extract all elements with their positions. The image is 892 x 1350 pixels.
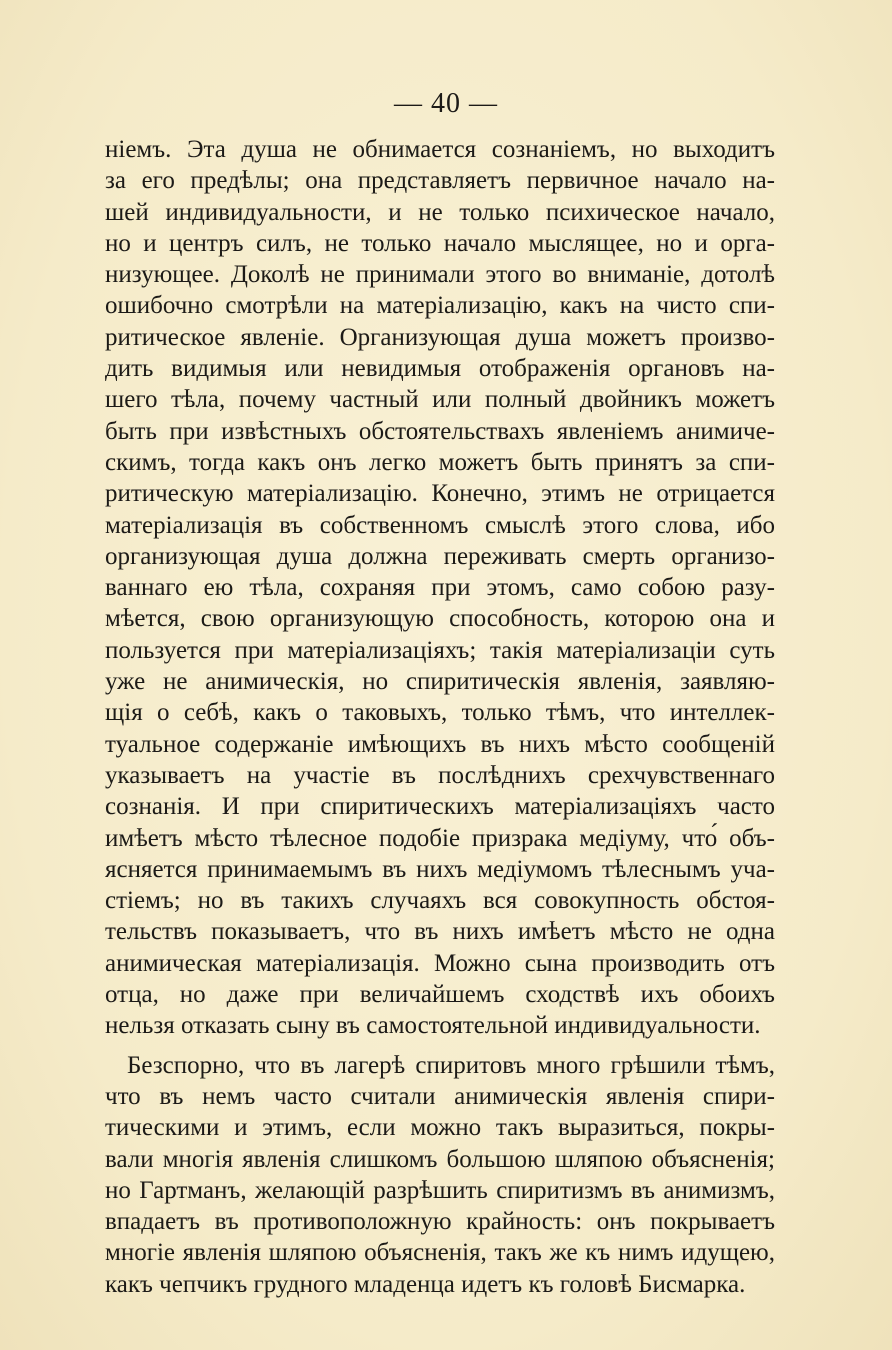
text-line: анимическая матеріализація. Можно сына производить отъ	[105, 949, 775, 977]
text-line: ритическую матеріализацію. Конечно, этимъ не отрицается	[105, 480, 775, 508]
text-line: скимъ, тогда какъ онъ легко можетъ быть принятъ за спи-	[105, 448, 775, 476]
text-line: ошибочно смотрѣли на матеріализацію, какъ на чисто спи-	[105, 292, 775, 320]
text-line: за его предѣлы; она представляетъ первичное начало на-	[105, 167, 775, 195]
text-line: уже не анимическія, но спиритическія явленія, заявляю-	[105, 668, 775, 696]
text-line: пользуется при матеріализаціяхъ; такія матеріализаціи суть	[105, 636, 775, 664]
text-line: шего тѣла, почему частный или полный двойникъ можетъ	[105, 386, 775, 414]
text-line: Безспорно, что въ лагерѣ спиритовъ много грѣшили тѣмъ,	[127, 1051, 775, 1079]
paragraph-gap	[105, 1042, 775, 1050]
text-line: матеріализація въ собственномъ смыслѣ этого слова, ибо	[105, 511, 775, 539]
text-line: но Гартманъ, желающій разрѣшить спиритизмъ въ анимизмъ,	[105, 1176, 775, 1204]
text-line: какъ чепчикъ грудного младенца идетъ къ головѣ Бисмарка.	[105, 1270, 746, 1298]
text-line: ритическое явленіе. Организующая душа можетъ произво-	[105, 323, 775, 351]
text-line: мѣется, свою организующую способность, которою она и	[105, 605, 775, 633]
text-line: но и центръ силъ, не только начало мыслящее, но и орга-	[105, 229, 775, 257]
page-number: — 40 —	[394, 88, 498, 119]
text-line: указываетъ на участіе въ послѣднихъ срехчувственнаго	[105, 761, 775, 789]
text-line: впадаетъ въ противоположную крайность: онъ покрываетъ	[105, 1208, 775, 1236]
text-line: ваннаго ею тѣла, сохраняя при этомъ, само собою разу-	[105, 574, 775, 602]
paragraph	[105, 1050, 775, 1300]
text-line: тельствъ показываетъ, что въ нихъ имѣетъ мѣсто не одна	[105, 918, 775, 946]
text-line: многіе явленія шляпою объясненія, такъ же къ нимъ идущею,	[105, 1239, 775, 1267]
text-line: ясняется принимаемымъ въ нихъ медіумомъ тѣлеснымъ уча-	[105, 855, 775, 883]
text-line: быть при извѣстныхъ обстоятельствахъ явленіемъ анимиче-	[105, 417, 775, 445]
text-line: имѣетъ мѣсто тѣлесное подобіе призрака медіуму, что́ объ-	[105, 824, 775, 852]
text-line: щія о себѣ, какъ о таковыхъ, только тѣмъ, что интеллек-	[105, 699, 775, 727]
text-line: отца, но даже при величайшемъ сходствѣ ихъ обоихъ	[105, 981, 775, 1009]
text-line: организующая душа должна переживать смерть организо-	[105, 542, 775, 570]
text-line: дить видимыя или невидимыя отображенія органовъ на-	[105, 355, 775, 383]
text-line: низующее. Доколѣ не принимали этого во вниманіе, дотолѣ	[105, 261, 775, 289]
text-line: ніемъ. Эта душа не обнимается сознаніемъ, но выходитъ	[105, 136, 775, 163]
text-line: шей индивидуальности, и не только психическое начало,	[105, 198, 775, 226]
text-line: сознанія. И при спиритическихъ матеріализаціяхъ часто	[105, 793, 775, 821]
text-line: нельзя отказать сыну въ самостоятельной индивидуальности.	[105, 1012, 761, 1040]
text-line: тическими и этимъ, если можно такъ выразиться, покры-	[105, 1114, 775, 1142]
paragraph	[105, 134, 775, 1042]
text-line: что въ немъ часто считали анимическія явленія спири-	[105, 1082, 775, 1110]
text-line: вали многія явленія слишкомъ большою шляпою объясненія;	[105, 1145, 775, 1173]
text-line: стіемъ; но въ такихъ случаяхъ вся совокупность обстоя-	[105, 887, 775, 915]
text-line: туальное содержаніе имѣющихъ въ нихъ мѣсто сообщеній	[105, 730, 775, 758]
body-text	[105, 134, 775, 1300]
